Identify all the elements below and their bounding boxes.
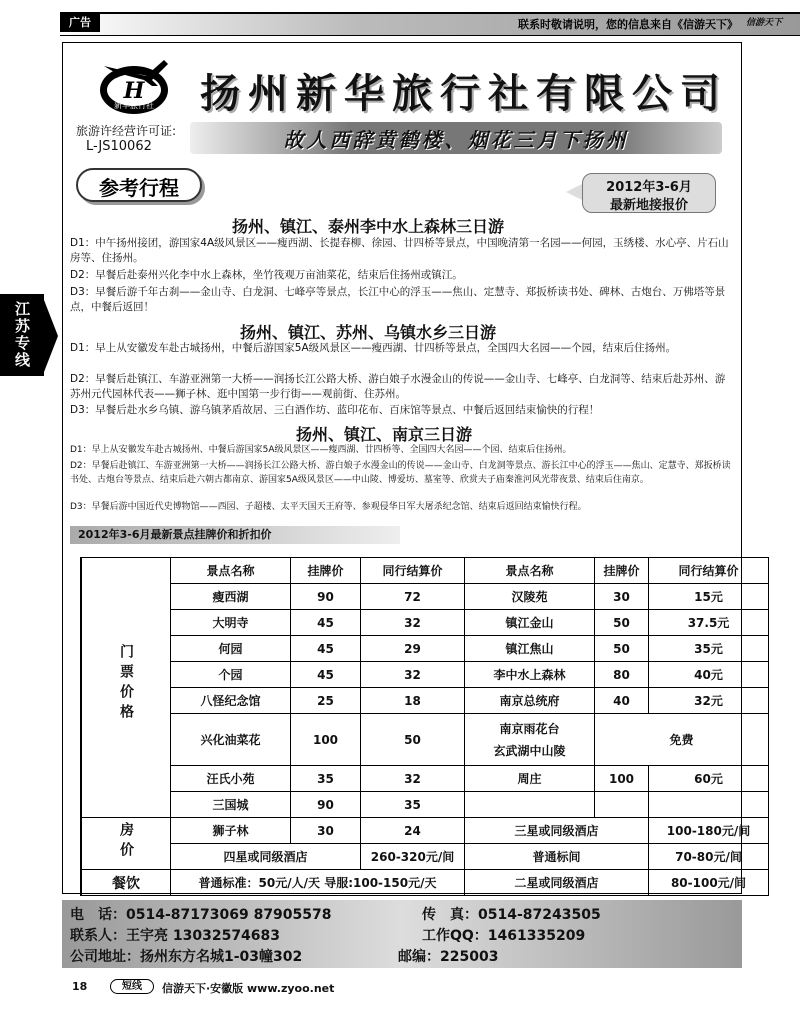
contact-phone: 电 话：0514-87173069 87905578 [70,907,332,923]
header-cell: 挂牌价 [291,558,361,584]
side-tab: 江苏专线 [0,294,44,376]
cell: 100 [595,766,649,792]
price-table [80,557,769,896]
cell: 32 [361,662,465,688]
table-row [81,792,769,818]
cell: 90 [291,584,361,610]
cell: 260-320元/间 [361,844,465,870]
route-3-title: 扬州、镇江、南京三日游 [296,425,473,444]
route-2-day-2: D2：早餐后赴镇江、车游亚洲第一大桥——润扬长江公路大桥、游白娘子水漫金山的传说——金山寺、七峰亭、白龙洞等、结束后赴苏州、游苏州元代园林代表——狮子林、逛中国第一步行街——观前街、住苏州。 [70,373,726,400]
cell [465,792,595,818]
cell: 个园 [171,662,291,688]
route-2-title: 扬州、镇江、苏州、乌镇水乡三日游 [240,323,497,342]
side-tab-arrow [44,300,58,372]
contact-qq: 工作QQ：1461335209 [422,928,586,944]
cell: 35 [361,792,465,818]
table-row [81,662,769,688]
cell: 100-180元/间 [649,818,769,844]
cell: 32 [361,766,465,792]
cell: 45 [291,636,361,662]
cell: 大明寺 [171,610,291,636]
cell [649,792,769,818]
publisher-logo: 信游天下 [745,18,782,28]
cell: 40 [595,688,649,714]
cell: 何园 [171,636,291,662]
svg-text:H: H [123,78,145,104]
contact-zip: 邮编：225003 [398,949,499,965]
cell: 80 [595,662,649,688]
cell: 免费 [595,714,769,766]
room-group-label: 房价 [81,818,171,870]
cell [465,714,595,766]
slogan: 故人西辞黄鹤楼、烟花三月下扬州 [283,128,629,152]
cell: 30 [595,584,649,610]
cell: 32 [361,610,465,636]
logo-caption: 新华旅行社 [114,101,154,110]
price-bubble-tail [566,184,582,200]
table-row [81,870,769,896]
price-table-caption: 2012年3-6月最新景点挂牌价和折扣价 [70,526,400,544]
cell: 50 [361,714,465,766]
cell: 普通标间 [465,844,649,870]
cell: 三星或同级酒店 [465,818,649,844]
table-row [81,636,769,662]
route-3-day-1: D1：早上从安徽发车赴古城扬州、中餐后游国家5A级风景区——瘦西湖、廿四桥等、全国四大名园——个园、结束后住扬州。 [70,445,572,455]
price-caption: 最新地接报价 [609,198,688,213]
table-row [81,844,769,870]
header-cell: 景点名称 [465,558,595,584]
cell: 35元 [649,636,769,662]
table-row [81,584,769,610]
cell: 镇江金山 [465,610,595,636]
cell: 周庄 [465,766,595,792]
table-row [81,818,769,844]
price-period: 2012年3-6月 [606,180,692,195]
route-2-day-1: D1：早上从安徽发车赴古城扬州，中餐后游国家5A级风景区——瘦西湖、廿四桥等景点，全国四大名园——个园，结束后住扬州。 [70,342,677,354]
cell: 30 [291,818,361,844]
header-cell: 景点名称 [171,558,291,584]
cell: 90 [291,792,361,818]
cell [595,792,649,818]
header-cell: 同行结算价 [361,558,465,584]
table-row [81,688,769,714]
meal-group-label: 餐饮 [81,870,171,896]
contact-person: 联系人：王宇亮 13032574683 [70,928,281,944]
cell: 70-80元/间 [649,844,769,870]
cell-line: 南京雨花台 [499,721,560,736]
cell: 100 [291,714,361,766]
cell: 南京总统府 [465,688,595,714]
cell: 18 [361,688,465,714]
cell: 32元 [649,688,769,714]
cell: 72 [361,584,465,610]
cell: 60元 [649,766,769,792]
cell: 45 [291,662,361,688]
header-cell: 同行结算价 [649,558,769,584]
cell: 45 [291,610,361,636]
route-2-day-3: D3：早餐后赴水乡乌镇、游乌镇茅盾故居、三白酒作坊、蓝印花布、百床馆等景点、中餐后返回结束愉快的行程！ [70,404,600,416]
cell: 李中水上森林 [465,662,595,688]
top-note: 联系时敬请说明，您的信息来自《信游天下》 [518,18,738,31]
route-1-title: 扬州、镇江、泰州李中水上森林三日游 [232,217,505,236]
contact-address: 公司地址：扬州东方名城1-03幢302 [70,949,303,965]
route-1-day-1: D1：中午扬州接团，游国家4A级风景区——瘦西湖、长提春柳、徐园、廿四桥等景点，中国晚清第一名园——何园，玉绣楼、水心亭、片石山房等、住扬州。 [70,237,729,264]
cell: 35 [291,766,361,792]
cell: 15元 [649,584,769,610]
cell: 兴化油菜花 [171,714,291,766]
ticket-group-label: 门票价格 [81,558,171,818]
route-3-day-3: D3：早餐后游中国近代史博物馆——西园、子超楼、太平天国天王府等、参观侵华日军大屠杀纪念馆、结束后返回结束愉快行程。 [70,502,587,512]
license-label: 旅游许经营许可证: [76,124,177,138]
table-row [81,714,769,766]
cell: 24 [361,818,465,844]
cell: 普通标准：50元/人/天 导服:100-150元/天 [171,870,465,896]
cell: 四星或同级酒店 [171,844,361,870]
table-row [81,766,769,792]
license-number: L-JS10062 [86,139,152,154]
section-badge: 短线 [110,979,154,994]
cell: 汉陵苑 [465,584,595,610]
cell: 50 [595,636,649,662]
cell: 40元 [649,662,769,688]
route-1-day-2: D2：早餐后赴泰州兴化李中水上森林，坐竹筏观万亩油菜花，结束后住扬州或镇江。 [70,269,463,281]
cell: 二星或同级酒店 [465,870,649,896]
cell: 汪氏小苑 [171,766,291,792]
cell: 八怪纪念馆 [171,688,291,714]
company-name: 扬州新华旅行社有限公司 [200,70,728,117]
ad-tag: 广告 [60,14,100,32]
cell: 狮子林 [171,818,291,844]
cell: 三国城 [171,792,291,818]
cell: 50 [595,610,649,636]
cell: 29 [361,636,465,662]
cell-line: 玄武湖中山陵 [493,743,566,758]
cell: 37.5元 [649,610,769,636]
cell: 25 [291,688,361,714]
route-3-day-2: D2：早餐后赴镇江、车游亚洲第一大桥——润扬长江公路大桥、游白娘子水漫金山的传说——金山寺、白龙洞等景点、游长江中心的浮玉——焦山、定慧寺、郑扳桥读书处、古炮台等景点、结束后赴六朝古都南京、游国家5A级风景区——中山陵、博爱坊、墓室等、欣赏夫子庙秦淮河风光带夜景、结束后住南京。 [70,461,731,485]
reference-itinerary-title: 参考行程 [99,176,179,200]
table-header-row [81,558,769,584]
cell: 瘦西湖 [171,584,291,610]
cell: 镇江焦山 [465,636,595,662]
table-row [81,610,769,636]
page-number: 18 [72,980,88,993]
route-1-day-3: D3：早餐后游千年古刹——金山寺、白龙洞、七峰亭等景点，长江中心的浮玉——焦山、定慧寺、郑扳桥读书处、碑林、古炮台、万佛塔等景点，中餐后返回！ [70,286,726,313]
header-cell: 挂牌价 [595,558,649,584]
footer-text: 信游天下·安徽版 www.zyoo.net [162,982,335,995]
contact-fax: 传 真：0514-87243505 [422,907,601,923]
cell: 80-100元/间 [649,870,769,896]
